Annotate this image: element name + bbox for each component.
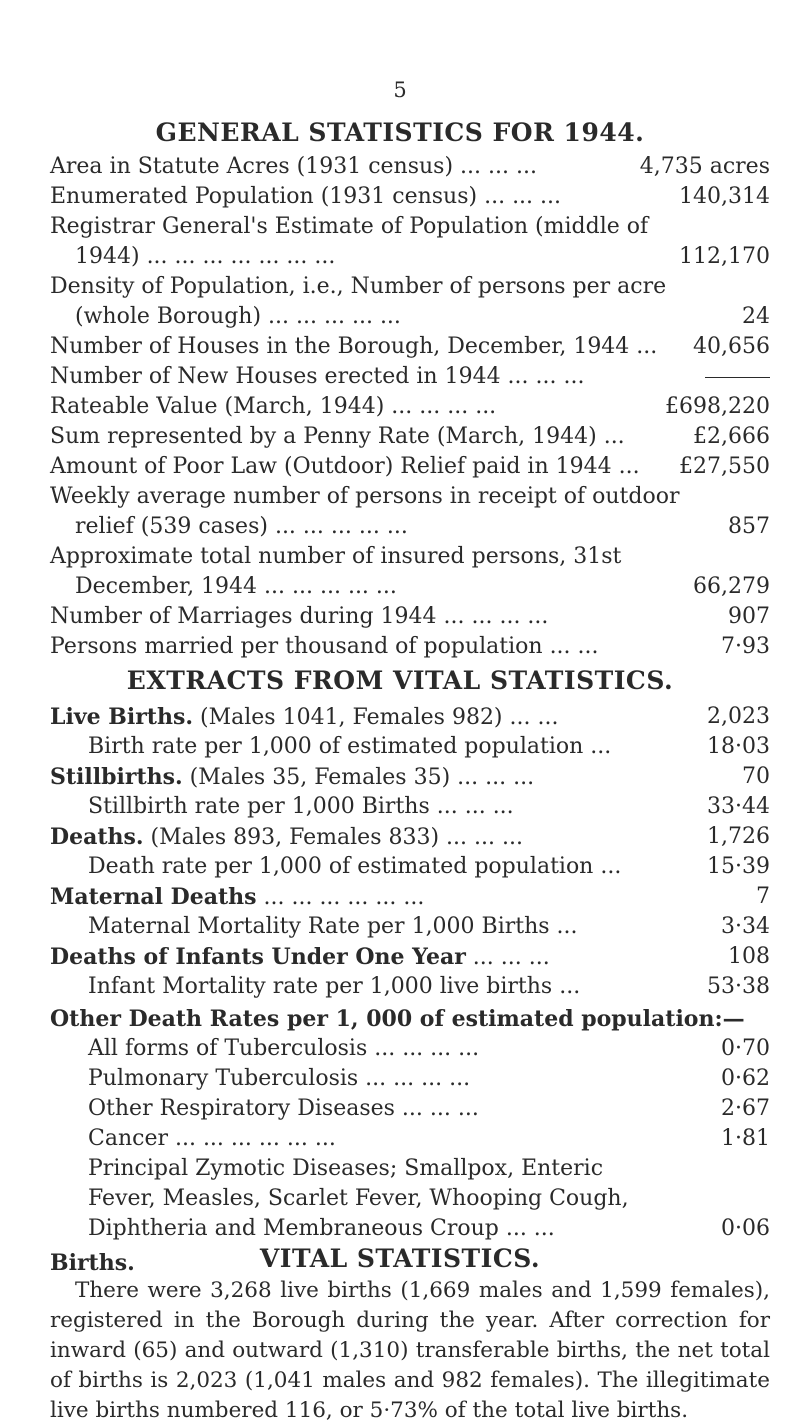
births-paragraph: There were 3,268 live births (1,669 males and 1,599 females), registered in the Borough during the year. After correction for inward (65) and outward (1,310) transferable births, the net total of births is 2,023 (1,041 males and 982 females). The illegitimate live births numbered 116, or 5·73% of the total live births.: [50, 1278, 770, 1423]
extracts-heading: EXTRACTS FROM VITAL STATISTICS.: [126, 666, 674, 695]
general-statistics-heading: GENERAL STATISTICS FOR 1944.: [155, 118, 645, 147]
births-side-label: Births.: [50, 1250, 135, 1276]
vital-statistics-heading: VITAL STATISTICS.: [259, 1244, 541, 1273]
dash-placeholder: [705, 362, 770, 392]
page-number: 5: [393, 78, 407, 102]
document-page: 5 GENERAL STATISTICS FOR 1944. Area in Statute Acres (1931 census) ... ... ... 4,735 acres Enumerated Population (1931 census) ... ... ... 140,314 Registrar General's Estimate of Population (middle of 1944) ... ... ... ... ... ... ... 112,170 Density of Population, i.e., Number of persons per acre (whole Borough) ... ... ... ... ... 24 Number of Houses in the Borough, December, 1944 ... 40,656 Number of New Houses erected in 1944 ... ... ... Rateable Value (March, 1944) ... ... ... ... £698,220 Sum represented by a Penny Rate (March, 1944) ... £2,666 Amount of Poor Law (Outdoor) Relief paid in 1944 ... £27,550 Weekly average number of persons in receipt of outdoor relief (539 cases) ... ... ... ... ... 857 Approximate total number of insured persons, 31st December, 1944 ... ... ... ... ... 66,279 Number of Marriages during 1944 ... ... ... ... 907 Persons married per thousand of population ... ... 7·93 EXTRACTS FROM VITAL STATISTICS. Live Births. (Males 1041, Females 982) ... ... 2,023 Birth rate per 1,000 of estimated population ... 18·03 Stillbirths. (Males 35, Females 35) ... ... ... 70 Stillbirth rate per 1,000 Births ... ... ... 33·44 Deaths. (Males 893, Females 833) ... ... ... 1,726 Death rate per 1,000 of estimated population ... 15·39 Maternal Deaths ... ... ... ... ... ... 7 Maternal Mortality Rate per 1,000 Births ... 3·34 Deaths of Infants Under One Year ... ... ... 108 Infant Mortality rate per 1,000 live births ... 53·38 Other Death Rates per 1, 000 of estimated population:— All forms of Tuberculosis ... ... ... ... 0·70 Pulmonary Tuberculosis ... ... ... ... 0·62 Other Respiratory Diseases ... ... ... 2·67 Cancer ... ... ... ... ... ... 1·81 Principal Zymotic Diseases; Smallpox, Enteric Fever, Measles, Scarlet Fever, Whooping Cough, Diphtheria and Membraneous Croup ... ... 0·06 Births. VITAL STATISTICS. There were 3,268 live births (1,669 males and 1,599 females), registered in the Borough during the year. After correction for inward (65) and outward (1,310) transferable births, the net total of births is 2,023 (1,041 males and 982 females). The illegitimate live births numbered 116, or 5·73% of the total live births.: [0, 0, 800, 1425]
